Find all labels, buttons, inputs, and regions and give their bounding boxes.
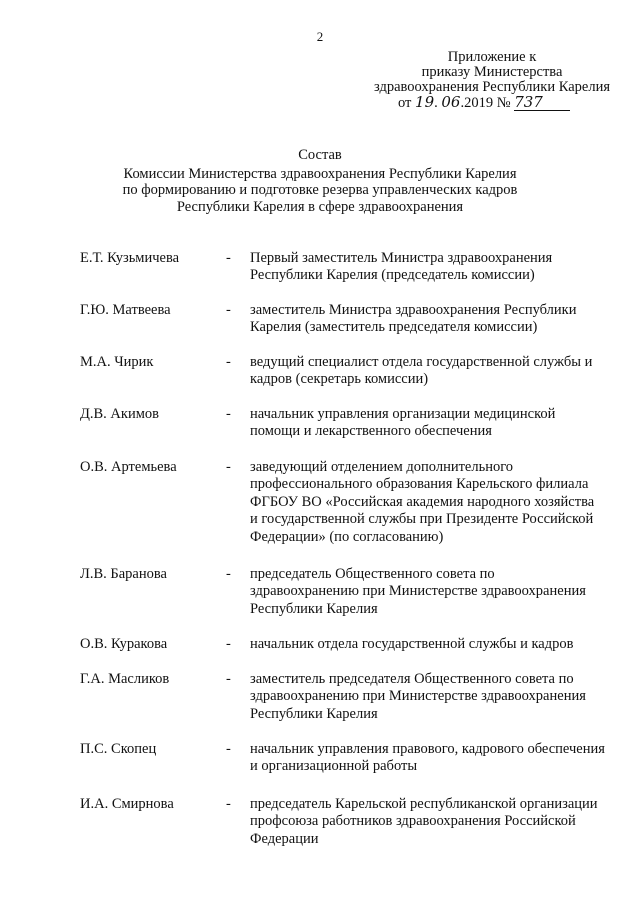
member-dash: - [226, 406, 231, 422]
member-dash: - [226, 250, 231, 266]
member-row [80, 250, 605, 285]
title-line-1: Комиссии Министерства здравоохранения Республики Карелия [123, 165, 517, 182]
member-name: Г.Ю. Матвеева [80, 302, 171, 318]
member-row [80, 671, 605, 723]
member-row [80, 636, 605, 653]
member-dash: - [226, 566, 231, 582]
member-dash: - [226, 459, 231, 475]
member-role: Первый заместитель Министра здравоохранения Республики Карелия (председатель комиссии) [250, 250, 553, 284]
appendix-line-1: Приложение к [447, 49, 537, 65]
member-name: Г.А. Масликов [80, 671, 170, 687]
member-name: И.А. Смирнова [80, 796, 174, 812]
order-month: 06 [441, 93, 461, 111]
date-prefix: от [398, 95, 412, 111]
member-dash: - [226, 354, 231, 370]
member-row [80, 406, 605, 441]
document-title [0, 147, 640, 215]
title-heading: Состав [298, 147, 342, 163]
member-row [80, 459, 605, 546]
member-dash: - [226, 636, 231, 652]
member-name: М.А. Чирик [80, 354, 154, 370]
member-role: заведующий отделением дополнительного профессионального образования Карельского филиала ФГБОУ ВО «Российская академия народного хозяйства и государственной службы при Президенте Российской Федерации» (по согласованию) [250, 459, 595, 545]
member-role: председатель Карельской республиканской организации профсоюза работников здравоохранения Российской Федерации [250, 796, 598, 847]
member-role: заместитель Министра здравоохранения Республики Карелия (заместитель председателя комиссии) [250, 302, 577, 336]
title-line-3: Республики Карелия в сфере здравоохранения [176, 198, 464, 215]
member-dash: - [226, 796, 231, 812]
page-number: 2 [316, 29, 324, 44]
appendix-header [362, 50, 622, 111]
member-role: заместитель председателя Общественного совета по здравоохранению при Министерстве здравоохранения Республики Карелия [250, 671, 586, 722]
appendix-line-3: здравоохранения Республики Карелия [374, 79, 610, 95]
title-line-2: по формированию и подготовке резерва управленческих кадров [122, 182, 518, 198]
member-row [80, 566, 605, 618]
member-name: Л.В. Баранова [80, 566, 167, 582]
member-name: О.В. Артемьева [80, 459, 177, 475]
member-dash: - [226, 741, 231, 757]
member-row [80, 796, 605, 848]
member-row [80, 302, 605, 337]
member-name: Д.В. Акимов [80, 406, 159, 422]
member-name: П.С. Скопец [80, 741, 157, 757]
order-date-line: от 19. 06.2019 № 737 [362, 95, 622, 111]
member-row [80, 354, 605, 389]
member-row [80, 741, 605, 776]
member-name: Е.Т. Кузьмичева [80, 250, 180, 266]
order-day: 19 [415, 93, 435, 111]
member-dash: - [226, 671, 231, 687]
member-name: О.В. Куракова [80, 636, 168, 652]
appendix-line-2: приказу Министерства [421, 64, 563, 80]
member-role: председатель Общественного совета по здравоохранению при Министерстве здравоохранения Республики Карелия [250, 566, 586, 617]
order-year: .2019 № [460, 95, 511, 111]
member-dash: - [226, 302, 231, 318]
member-role: начальник управления правового, кадрового обеспечения и организационной работы [250, 741, 605, 775]
member-role: начальник отдела государственной службы и кадров [250, 636, 574, 652]
member-role: ведущий специалист отдела государственной службы и кадров (секретарь комиссии) [250, 354, 593, 388]
member-role: начальник управления организации медицинской помощи и лекарственного обеспечения [250, 406, 556, 440]
order-number: 737 [514, 95, 570, 111]
